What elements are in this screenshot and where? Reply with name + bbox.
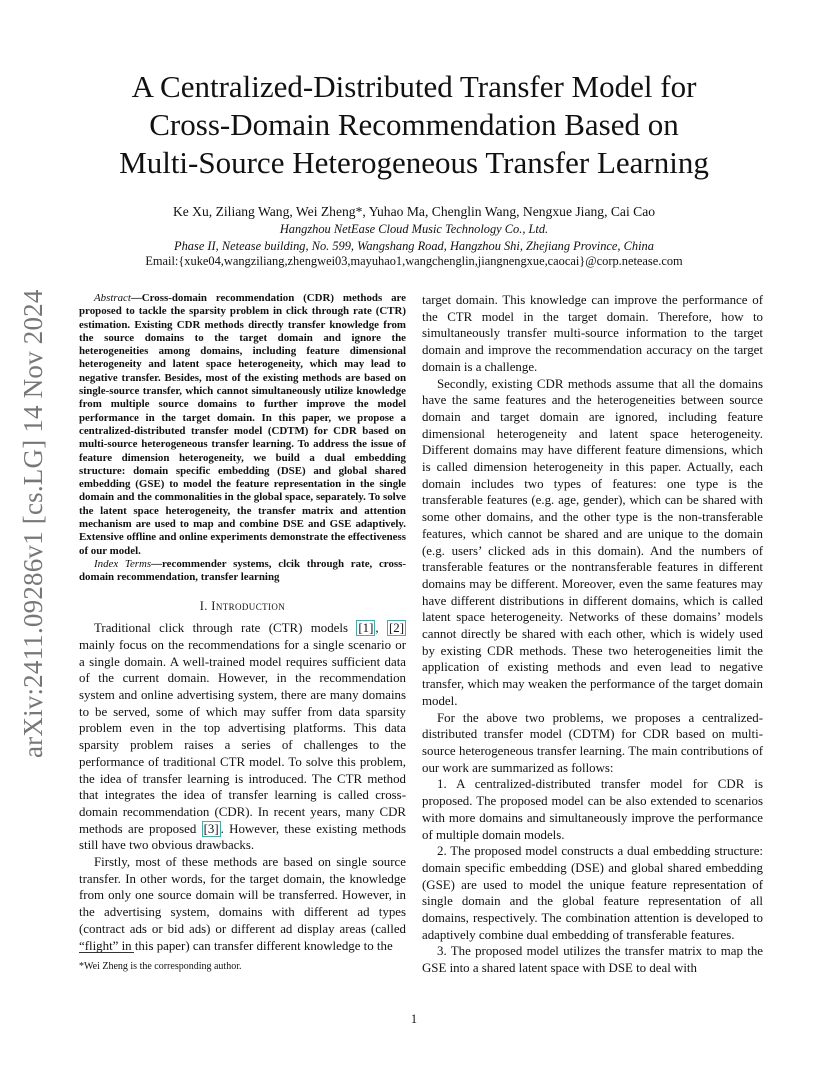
paper-title	[60, 68, 768, 182]
abstract	[79, 292, 406, 558]
contribution-item: 2. The proposed model constructs a dual embedding structure: domain specific embedding (DSE) and global shared embedding (GSE) are used to model the unique feature representation of single domain and the global feature representation of all domains, respectively. The combination attention is developed to adaptively combine dual embedding of transferable features.	[422, 844, 763, 942]
intro-text: . However, these existing methods still have two obvious drawbacks.	[79, 821, 406, 853]
citation-link[interactable]: [3]	[203, 821, 219, 836]
arxiv-identifier: arXiv:2411.09286v1 [cs.LG] 14 Nov 2024	[18, 289, 48, 758]
index-terms	[79, 558, 406, 585]
left-column	[79, 292, 406, 954]
title-line: A Centralized-Distributed Transfer Model for	[131, 69, 697, 104]
intro-text: Traditional click through rate (CTR) models	[94, 621, 357, 636]
author-list: Ke Xu, Ziliang Wang, Wei Zheng*, Yuhao Ma, Chenglin Wang, Nengxue Jiang, Cai Cao	[172, 204, 656, 219]
index-terms-text: —recommender systems, clcik through rate, cross-domain recommendation, transfer learning	[79, 557, 406, 584]
abstract-text: —Cross-domain recommendation (CDR) methods are proposed to tackle the sparsity problem in click through rate (CTR) estimation. Existing CDR methods directly transfer knowledge from the source domains to the target domain and ignore the heterogeneities among domains, including feature dimensional heterogeneity and latent space heterogeneity, which may lead to negative transfer. Besides, most of the existing methods are based on single-source transfer, which cannot simultaneously utilize knowledge from multiple source domains to further improve the model performance in the target domain. In this paper, we propose a centralized-distributed transfer model (CDTM) for CDR based on multi-source heterogeneous transfer learning. To address the issue of feature dimension heterogeneity, we build a dual embedding structure: domain specific embedding (DSE) and global shared embedding (GSE) to model the feature representation in the single domain and the commonalities in the global space, separately. To solve the latent space heterogeneity, the transfer matrix and attention mechanism are used to map and combine DSE and GSE adaptively. Extensive offline and online experiments demonstrate the effectiveness of our model.	[79, 292, 406, 557]
author-emails: Email:{xuke04,wangziliang,zhengwei03,mayuhao1,wangchenglin,jiangnengxue,caocai}@corp.netease.com	[145, 254, 683, 268]
right-column	[422, 292, 763, 977]
contribution-item: 3. The proposed model utilizes the transfer matrix to map the GSE into a shared latent space with DSE to deal with	[422, 944, 763, 976]
affiliation-organization: Hangzhou NetEase Cloud Music Technology Co., Ltd.	[279, 222, 549, 236]
title-line: Multi-Source Heterogeneous Transfer Learning	[119, 145, 709, 180]
page-number: 1	[410, 1012, 418, 1026]
index-terms-label: Index Terms	[94, 557, 152, 570]
abstract-label: Abstract	[94, 292, 131, 304]
intro-text: ,	[375, 621, 387, 636]
citation-link[interactable]: [1]	[358, 621, 374, 636]
title-line: Cross-Domain Recommendation Based on	[149, 107, 679, 142]
affiliation-address: Phase II, Netease building, No. 599, Wangshang Road, Hangzhou Shi, Zhejiang Province, China	[174, 239, 654, 253]
intro-paragraph	[79, 620, 406, 854]
intro-paragraph: Firstly, most of these methods are based on single source transfer. In other words, for the target domain, the knowledge from only one source domain will be transferred. However, in the advertising system, domains with different ad types (contract ads or bid ads) or different ad display areas (called “flight” in this paper) can transfer different knowledge to the	[79, 855, 406, 953]
section-heading-introduction: I. Introduction	[199, 598, 286, 613]
body-paragraph: Secondly, existing CDR methods assume that all the domains have the same features and the heterogeneities between source domain and target domain are ignored, including feature dimensional heterogeneity and latent space heterogeneity. Different domains may have different feature dimensions, which is called dimension heterogeneity in this paper. Actually, each domain includes two types of features: one type is the transferable features (e.g. age, gender), which can be shared with some other domains, and the other type is the non-transferable features, which cannot be shared and are unique to the domain (e.g. users’ clicked ads in this domain). And the numbers of transferable features or the nontransferable features in different domains may be different. Moreover, even the same features may have different distributions in different domains, which is called latent space heterogeneity. Networks of these domains’ models cannot directly be shared with each other, which is widely used by existing CDR methods. These two heterogeneities limit the application of existing methods and even lead to negative transfer, which may weaken the performance of the target domain model.	[422, 376, 763, 708]
footnote-divider	[79, 952, 134, 953]
body-paragraph: target domain. This knowledge can improve the performance of the CTR model in the target domain. Therefore, how to simultaneously transfer multi-source information to the target domain and improve the recommendation accuracy on the target domain is a challenge.	[422, 293, 763, 374]
body-paragraph: For the above two problems, we proposes a centralized-distributed transfer model (CDTM) for CDR based on multi-source heterogeneous transfer learning. The main contributions of our work are summarized as follows:	[422, 710, 763, 775]
intro-text: mainly focus on the recommendations for a single scenario or a single domain. A well-trained model requires sufficient data of the current domain. However, in the recommendation system and online advertising system, there are many domains to be served, some of which may suffer from data sparsity problem even in the top advertising platforms. This data sparsity problem raises a series of challenges to the performance of traditional CTR model. To solve this problem, the idea of transfer learning is introduced. The CTR method that integrates the idea of transfer learning is called cross-domain recommendation (CDR). In recent years, many CDR methods are proposed	[79, 637, 406, 836]
contribution-item: 1. A centralized-distributed transfer model for CDR is proposed. The proposed model can be also extended to scenarios with more domains and simultaneously improve the performance of multiple domain models.	[422, 777, 763, 842]
footnote: *Wei Zheng is the corresponding author.	[79, 961, 242, 972]
citation-link[interactable]: [2]	[388, 621, 405, 636]
